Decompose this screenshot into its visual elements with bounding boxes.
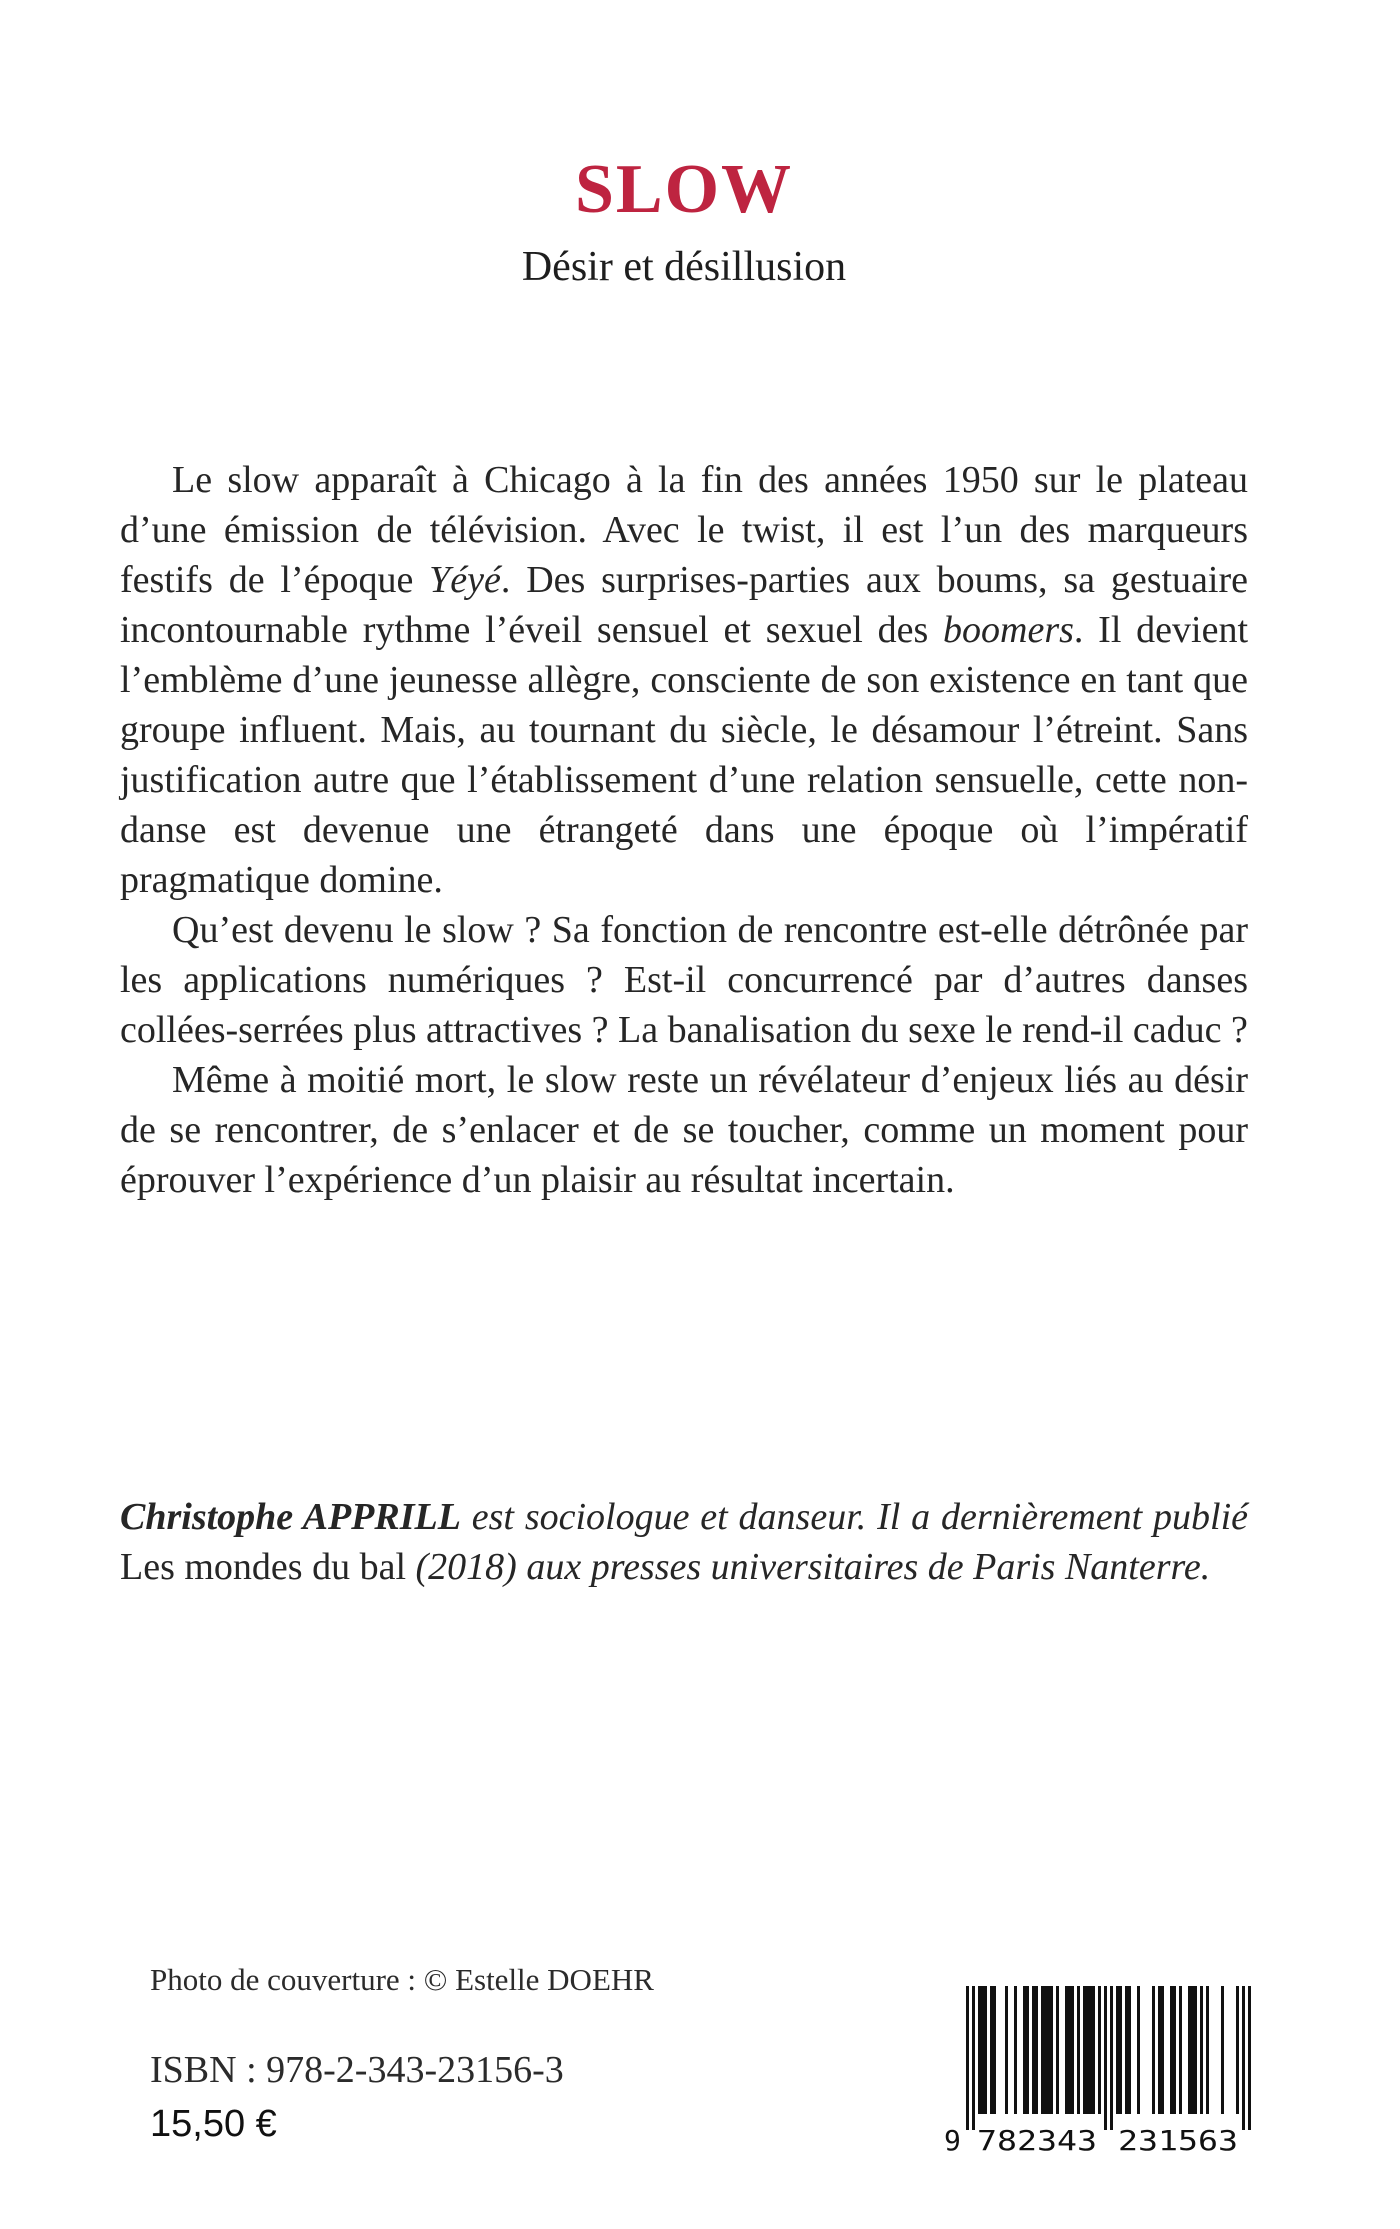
isbn-text: ISBN : 978-2-343-23156-3	[150, 2049, 564, 2091]
book-subtitle: Désir et désillusion	[521, 244, 847, 290]
blurb	[120, 455, 1248, 1205]
book-title: SLOW	[574, 151, 794, 228]
photo-credit: Photo de couverture : © Estelle DOEHR	[150, 1962, 654, 1997]
blurb-paragraph-2: Qu’est devenu le slow ? Sa fonction de rencontre est-elle détrônée par les applications numériques ? Est-il concurrencé par d’autres danses collées-serrées plus attractives ? La banalisation du sexe le rend-il caduc ?	[120, 909, 1248, 1051]
blurb-paragraph-3: Même à moitié mort, le slow reste un révélateur d’enjeux liés au désir de se rencontrer, de s’enlacer et de se toucher, comme un moment pour éprouver l’expérience d’un plaisir au résultat incertain.	[120, 1059, 1248, 1201]
blurb-paragraph-1: Le slow apparaît à Chicago à la fin des années 1950 sur le plateau d’une émission de télévision. Avec le twist, il est l’un des marqueurs festifs de l’époque Yéyé. Des surprises-parties aux boums, sa gestuaire incontournable rythme l’éveil sensuel et sexuel des boomers. Il devient l’emblème d’une jeunesse allègre, consciente de son existence en tant que groupe influent. Mais, au tournant du siècle, le désamour l’étreint. Sans justification autre que l’établissement d’une relation sensuelle, cette non-danse est devenue une étrangeté dans une époque où l’impératif pragmatique domine.	[120, 459, 1248, 901]
author-bio: Christophe APPRILL est sociologue et danseur. Il a dernièrement publié Les mondes du bal (2018) aux presses universitaires de Paris Nanterre.	[120, 1496, 1249, 1588]
svg-text:231563: 231563	[1118, 2124, 1238, 2156]
svg-text:9: 9	[944, 2124, 961, 2156]
price-text: 15,50 €	[150, 2103, 277, 2145]
ean13-barcode	[942, 1986, 1254, 2156]
svg-text:782343: 782343	[977, 2124, 1097, 2156]
